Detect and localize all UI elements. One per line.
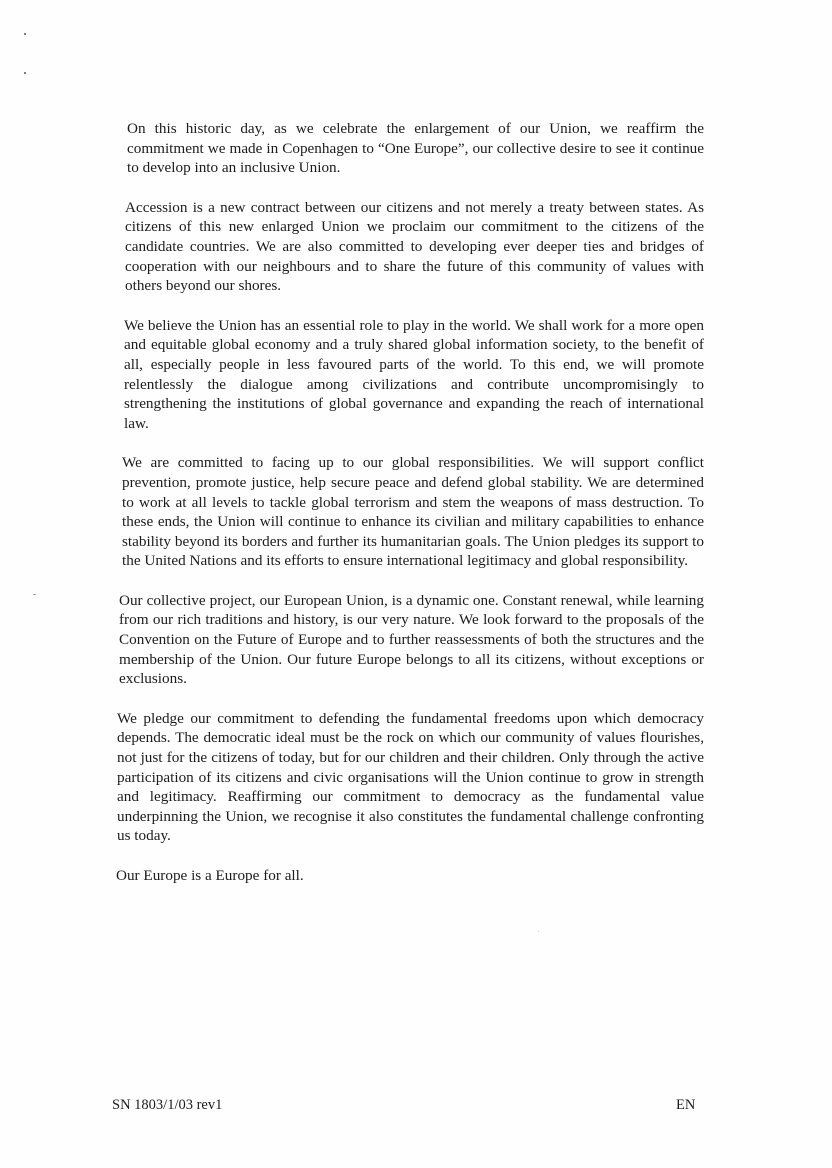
paragraph-accession: Accession is a new contract between our citizens and not merely a treaty between states. As citizens of this new enlarged Union we proclaim our commitment to the citizens of the candidate countries. We are also committed to developing ever deeper ties and bridges of cooperation with our neighbours and to share the future of this community of values with others beyond our shores. [125, 198, 704, 295]
document-reference: SN 1803/1/03 rev1 [112, 1097, 223, 1113]
paragraph-democracy: We pledge our commitment to defending the fundamental freedoms upon which democracy depends. The democratic ideal must be the rock on which our community of values flourishes, not just for the citizens of today, but for our children and their children. Only through the active participation of its citizens and civic organisations will the Union continue to grow in strength and legitimacy. Reaffirming our commitment to democracy as the fundamental value underpinning the Union, we recognise it also constitutes the fundamental challenge confronting us today. [117, 709, 704, 845]
scan-speck [538, 931, 539, 932]
paragraph-reaffirm-commitment: On this historic day, as we celebrate the enlargement of our Union, we reaffirm the commitment we made in Copenhagen to “One Europe”, our collective desire to see it continue to develop into an inclusive Union. [127, 120, 704, 177]
scan-speck [33, 594, 36, 595]
paragraph-role-in-world: We believe the Union has an essential role to play in the world. We shall work for a more open and equitable global economy and a truly shared global information society, to the benefit of all, especially people in less favoured parts of the world. To this end, we will promote relentlessly the dialogue among civilizations and contribute uncompromisingly to strengthening the institutions of global governance and expanding the reach of international law. [124, 316, 704, 432]
paragraph-europe-for-all: Our Europe is a Europe for all. [116, 867, 304, 884]
language-code: EN [676, 1097, 696, 1113]
paragraph-global-responsibilities: We are committed to facing up to our global responsibilities. We will support conflict prevention, promote justice, help secure peace and defend global stability. We are determined to work at all levels to tackle global terrorism and stem the weapons of mass destruction. To these ends, the Union will continue to enhance its civilian and military capabilities to enhance stability beyond its borders and further its humanitarian goals. The Union pledges its support to the United Nations and its efforts to ensure international legitimacy and global responsibility. [122, 454, 704, 570]
scan-speck [24, 33, 26, 35]
scan-speck [24, 72, 26, 74]
paragraph-collective-project: Our collective project, our European Union, is a dynamic one. Constant renewal, while learning from our rich traditions and history, is our very nature. We look forward to the proposals of the Convention on the Future of Europe and to further reassessments of both the structures and the membership of the Union. Our future Europe belongs to all its citizens, without exceptions or exclusions. [119, 591, 704, 688]
declaration-body [116, 119, 704, 906]
